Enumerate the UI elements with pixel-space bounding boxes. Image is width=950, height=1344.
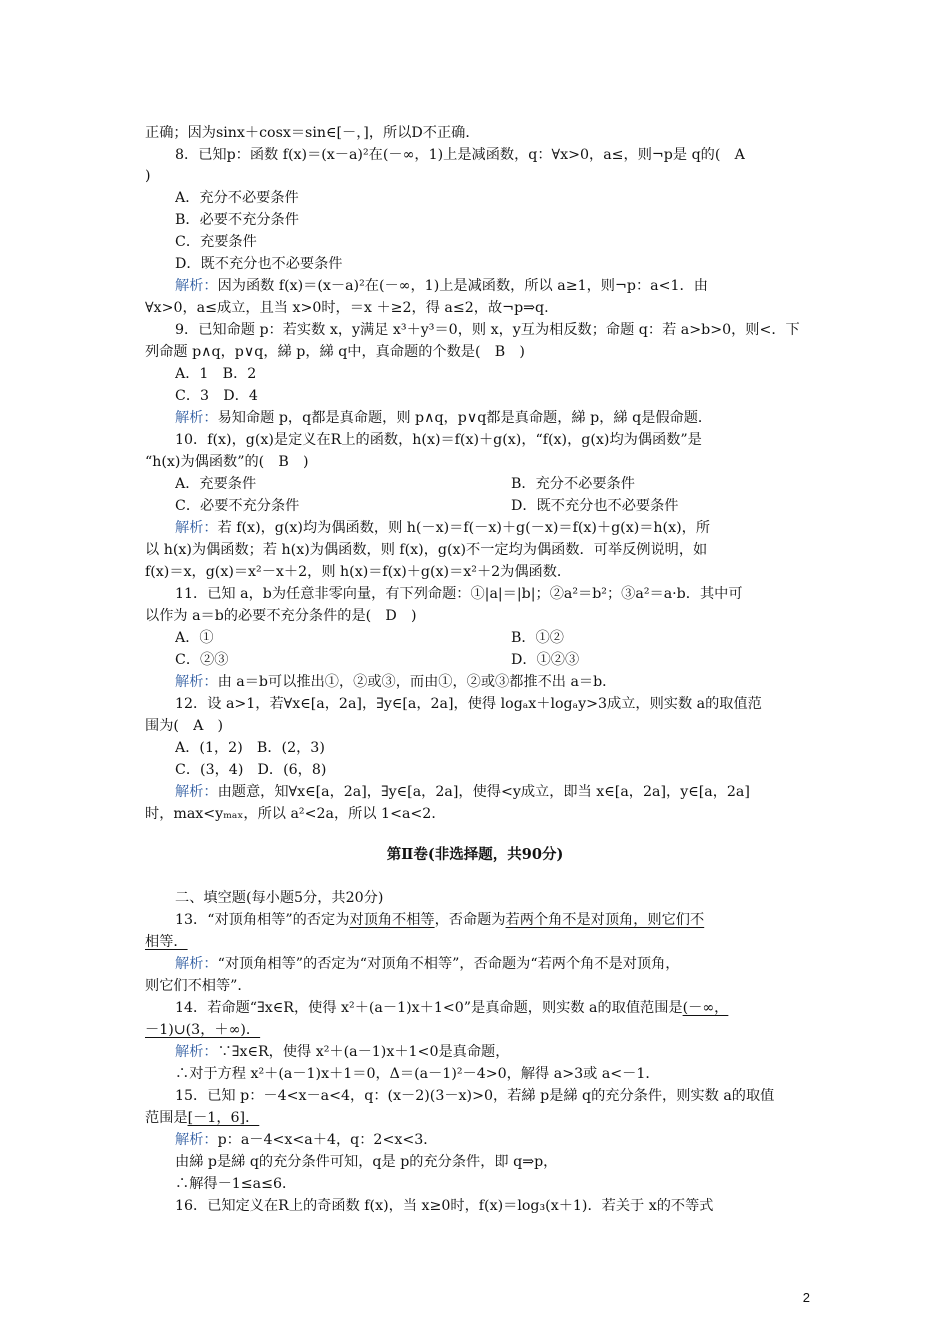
options-cd: C．(3，4) D．(6，8) xyxy=(175,762,327,778)
explanation-line: ∴解得－1≤a≤6． xyxy=(175,1176,297,1192)
explanation-line: 时，max<yₘₐₓ，所以 a²<2a，所以 1<a<2． xyxy=(145,806,446,822)
text-line xyxy=(145,1020,810,1042)
text-line: 以作为 a＝b的必要不充分条件的是( D ) xyxy=(145,608,417,624)
option-d: D．①②③ xyxy=(511,652,580,668)
question-9-stem: 9．已知命题 p：若实数 x，y满足 x³＋y³＝0，则 x，y互为相反数；命题 q：若 a>b>0，则<．下 xyxy=(175,322,800,338)
question-14-stem xyxy=(175,998,810,1020)
option-c: C．必要不充分条件 xyxy=(175,498,300,514)
text: 14．若命题“∃x∈R，使得 x²＋(a－1)x＋1<0”是真命题，则实数 a的取值范围是 xyxy=(175,1000,683,1016)
answer-blank: 相等． xyxy=(145,934,188,950)
explanation-line: 解析：由 a＝b可以推出①，②或③，而由①，②或③都推不出 a＝b． xyxy=(175,674,617,690)
explanation-label: 解析： xyxy=(175,278,218,294)
explanation-line: f(x)＝x，g(x)＝x²－x＋2，则 h(x)＝f(x)＋g(x)＝x²＋2为偶函数． xyxy=(145,564,572,580)
text-line: “h(x)为偶函数”的( B ) xyxy=(145,454,309,470)
option-c: C．充要条件 xyxy=(175,234,257,250)
option-a: A．充要条件 xyxy=(175,476,257,492)
explanation-line: 解析：由题意，知∀x∈[a，2a]，∃y∈[a，2a]，使得<y成立，即当 x∈[a，2a]，y∈[a，2a] xyxy=(175,784,750,800)
question-10-stem: 10．f(x)，g(x)是定义在R上的函数，h(x)＝f(x)＋g(x)，“f(x)，g(x)均为偶函数”是 xyxy=(175,432,702,448)
explanation-line: 解析：若 f(x)，g(x)均为偶函数，则 h(－x)＝f(－x)＋g(－x)＝f(x)＋g(x)＝h(x)，所 xyxy=(175,520,711,536)
question-13-stem xyxy=(175,910,810,932)
explanation-label: 解析： xyxy=(175,784,218,800)
option-a: A．① xyxy=(175,630,214,646)
question-16-stem: 16．已知定义在R上的奇函数 f(x)，当 x≥0时，f(x)＝log₃(x＋1)．若关于 x的不等式 xyxy=(175,1198,714,1214)
option-b: B．充分不必要条件 xyxy=(511,476,635,492)
option-d: D．既不充分也不必要条件 xyxy=(511,498,679,514)
question-12-stem: 12．设 a>1，若∀x∈[a，2a]，∃y∈[a，2a]，使得 logₐx＋logₐy>3成立，则实数 a的取值范 xyxy=(175,696,762,712)
explanation-label: 解析： xyxy=(175,520,218,536)
explanation-label: 解析： xyxy=(175,1044,218,1060)
explanation-label: 解析： xyxy=(175,674,218,690)
explanation-line: 解析：“对顶角相等”的否定为“对顶角不相等”，否命题为“若两个角不是对顶角， xyxy=(175,956,680,972)
explanation-line: ∴对于方程 x²＋(a－1)x＋1＝0，Δ＝(a－1)²－4>0，解得 a>3或 a<－1． xyxy=(175,1066,660,1082)
text: 范围是 xyxy=(145,1110,188,1126)
options-cd: C．3 D．4 xyxy=(175,388,258,404)
text-line: 正确；因为sinx＋cosx＝sin∈[－，]，所以D不正确． xyxy=(145,125,480,141)
question-15-stem: 15．已知 p：－4<x－a<4，q：(x－2)(3－x)>0，若綈 p是綈 q的充分条件，则实数 a的取值 xyxy=(175,1088,775,1104)
explanation-line: 以 h(x)为偶函数；若 h(x)为偶函数，则 f(x)，g(x)不一定均为偶函数．可举反例说明，如 xyxy=(145,542,708,558)
text: 13．“对顶角相等”的否定为 xyxy=(175,912,350,928)
explanation-line: 则它们不相等”． xyxy=(145,978,252,994)
options-ab: A．1 B．2 xyxy=(175,366,257,382)
option-d: D．既不充分也不必要条件 xyxy=(175,256,343,272)
text-line: 列命题 p∧q，p∨q，綈 p，綈 q中，真命题的个数是( B ) xyxy=(145,344,525,360)
explanation-line: 解析：因为函数 f(x)＝(x－a)²在(－∞，1)上是减函数，所以 a≥1，则¬p：a<1．由 xyxy=(175,278,708,294)
explanation-label: 解析： xyxy=(175,956,218,972)
option-c: C．②③ xyxy=(175,652,229,668)
explanation-line: ∀x>0，a≤成立，且当 x>0时，＝x ＋≥2，得 a≤2，故¬p⇒q. xyxy=(145,300,549,316)
option-b: B．①② xyxy=(511,630,564,646)
section-heading: 二、填空题(每小题5分，共20分) xyxy=(175,890,384,906)
answer-blank: 若两个角不是对顶角，则它们不 xyxy=(505,912,705,928)
text-line: ) xyxy=(145,168,151,184)
page-number: 2 xyxy=(802,1290,810,1305)
text-line xyxy=(145,1108,810,1130)
explanation-line: 解析：∵∃x∈R，使得 x²＋(a－1)x＋1<0是真命题， xyxy=(175,1044,510,1060)
explanation-line: 解析：易知命题 p，q都是真命题，则 p∧q，p∨q都是真命题，綈 p，綈 q是假命题． xyxy=(175,410,713,426)
option-a: A．充分不必要条件 xyxy=(175,190,299,206)
answer-blank: (－∞， xyxy=(682,1000,729,1016)
answer-blank: [－1，6]． xyxy=(187,1110,260,1126)
explanation-label: 解析： xyxy=(175,410,218,426)
section-title: 第Ⅱ卷(非选择题，共90分) xyxy=(386,846,564,863)
options-ab: A．(1，2) B．(2，3) xyxy=(175,740,325,756)
explanation-label: 解析： xyxy=(175,1132,218,1148)
explanation-line: 由綈 p是綈 q的充分条件可知，q是 p的充分条件，即 q⇒p， xyxy=(175,1154,558,1170)
answer-blank: －1)∪(3，＋∞)． xyxy=(145,1022,261,1038)
question-11-stem: 11．已知 a，b为任意非零向量，有下列命题：①|a|＝|b|；②a²＝b²；③a²＝a·b．其中可 xyxy=(175,586,743,602)
text-line xyxy=(145,932,810,954)
question-8-stem: 8．已知p：函数 f(x)＝(x－a)²在(－∞，1)上是减函数，q：∀x>0，a≤，则¬p是 q的( A xyxy=(175,147,745,163)
explanation-line: 解析：p：a－4<x<a＋4，q：2<x<3． xyxy=(175,1132,438,1148)
text: ，否命题为 xyxy=(434,912,506,928)
option-b: B．必要不充分条件 xyxy=(175,212,299,228)
text-line: 围为( A ) xyxy=(145,718,224,734)
answer-blank: 对顶角不相等 xyxy=(349,912,435,928)
